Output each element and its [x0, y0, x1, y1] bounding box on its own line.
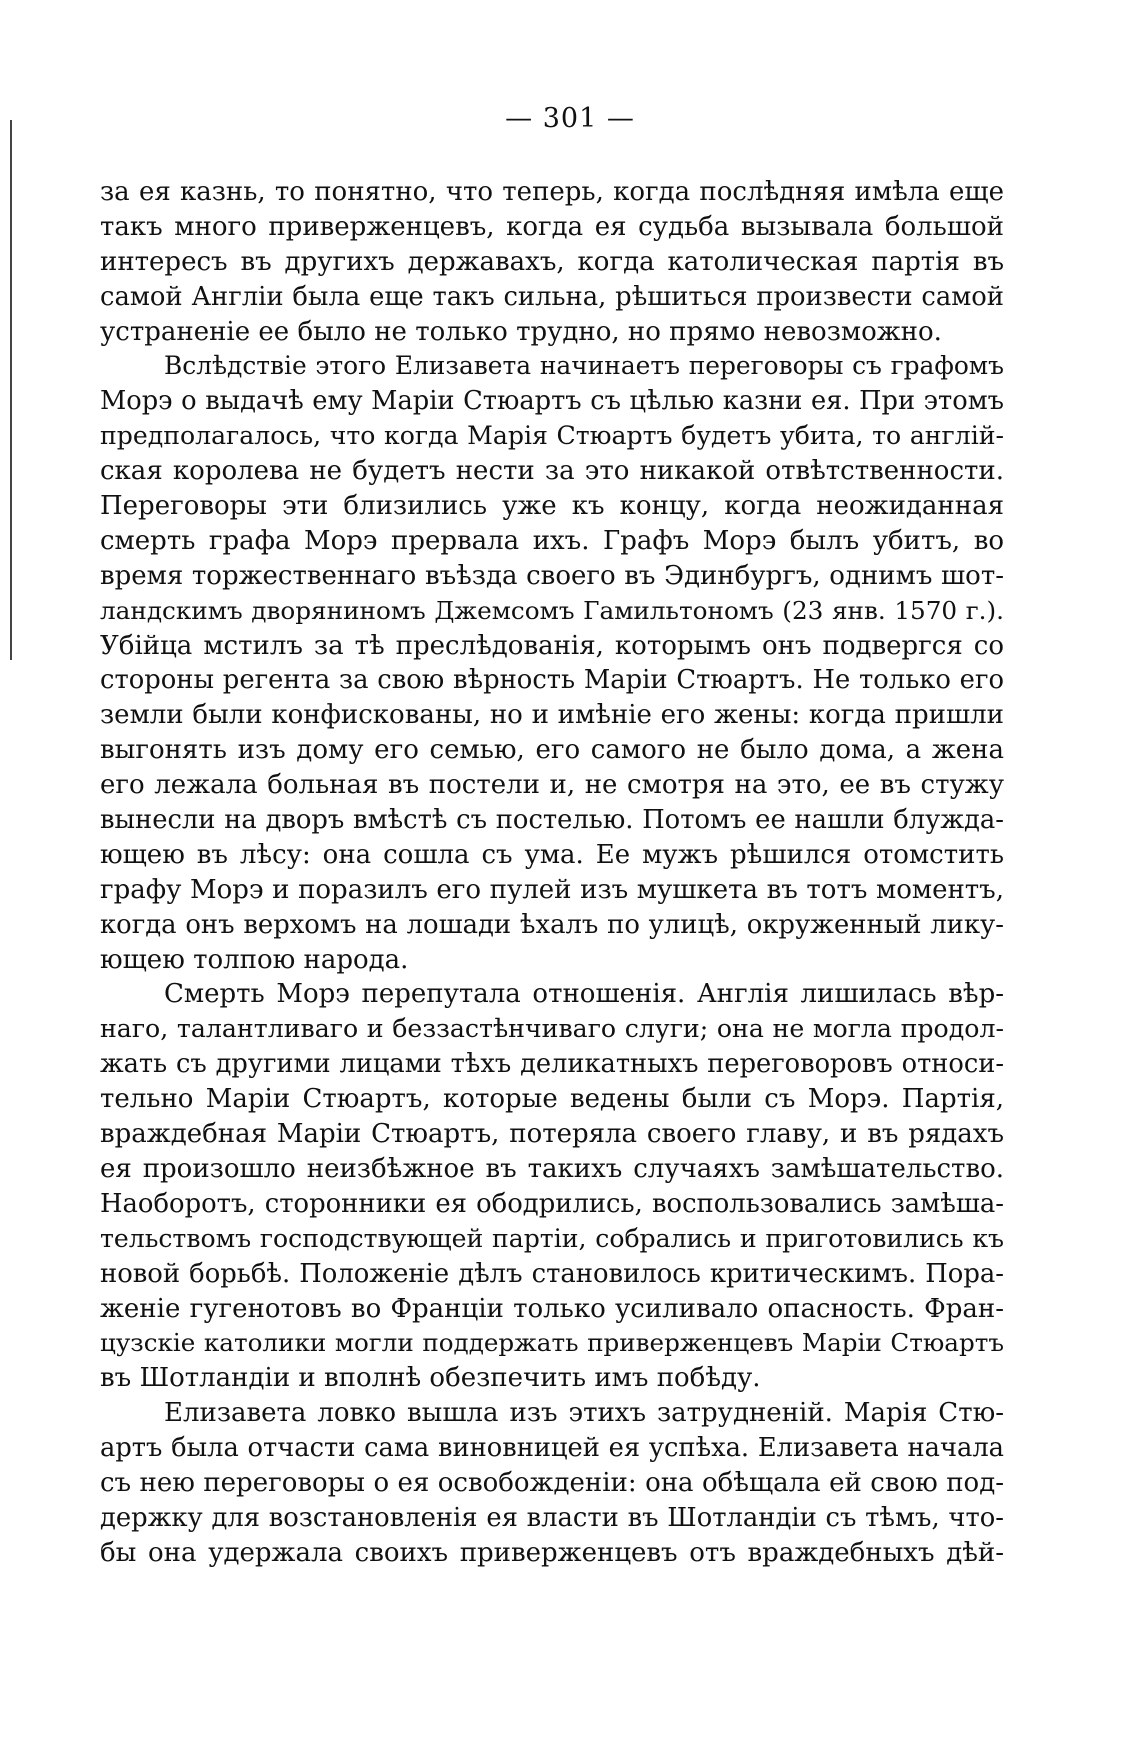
text-line: Елизавета ловко вышла изъ этихъ затрудненій. Марія Стю-: [164, 1398, 1004, 1429]
text-line: бы она удержала своихъ приверженцевъ отъ враждебныхъ дѣй-: [100, 1537, 1004, 1568]
text-line: графу Морэ и поразилъ его пулей изъ мушкета въ тотъ моментъ,: [100, 874, 1004, 905]
text-line: ющею толпою народа.: [100, 944, 409, 975]
text-line: стороны регента за свою вѣрность Маріи Стюартъ. Не только его: [100, 665, 1004, 696]
text-line: тельствомъ господствующей партіи, собрались и приготовились къ: [100, 1223, 1004, 1253]
text-line: цузскіе католики могли поддержать приверженцевъ Маріи Стюартъ: [100, 1328, 1004, 1358]
text-line: враждебная Маріи Стюартъ, потеряла своего главу, и въ рядахъ: [100, 1119, 1004, 1150]
text-line: Морэ о выдачѣ ему Маріи Стюартъ съ цѣлью казни ея. При этомъ: [100, 386, 1004, 417]
text-line: Убійца мстилъ за тѣ преслѣдованія, которымъ онъ подвергся со: [100, 630, 1004, 661]
body-text: [100, 175, 1004, 1571]
text-line: устраненіе ее было не только трудно, но прямо невозможно.: [100, 316, 942, 347]
text-line: за ея казнь, то понятно, что теперь, когда послѣдняя имѣла еще: [100, 177, 1004, 207]
text-line: наго, талантливаго и беззастѣнчиваго слуги; она не могла продол-: [100, 1014, 1004, 1044]
text-line: предполагалось, что когда Марія Стюартъ будетъ убита, то англій-: [100, 421, 1004, 451]
text-line: ская королева не будетъ нести за это никакой отвѣтственности.: [100, 456, 1004, 487]
text-line: жать съ другими лицами тѣхъ деликатныхъ переговоровъ относи-: [100, 1049, 1004, 1080]
text-line: смерть графа Морэ прервала ихъ. Графъ Морэ былъ убитъ, во: [100, 525, 1004, 556]
text-line: интересъ въ другихъ державахъ, когда католическая партія въ: [100, 246, 1004, 277]
margin-line: [10, 120, 12, 660]
text-line: Вслѣдствіе этого Елизавета начинаетъ переговоры съ графомъ: [164, 351, 1004, 381]
text-line: выгонять изъ дому его семью, его самого не было дома, а жена: [100, 735, 1004, 766]
text-line: его лежала больная въ постели и, не смотря на это, ее въ стужу: [100, 770, 1004, 801]
page-number: — 301 —: [505, 103, 635, 134]
text-line: держку для возстановленія ея власти въ Шотландіи съ тѣмъ, что-: [100, 1502, 1004, 1533]
text-line: вынесли на дворъ вмѣстѣ съ постелью. Потомъ ее нашли блужда-: [100, 805, 1004, 836]
text-line: въ Шотландіи и вполнѣ обезпечить имъ побѣду.: [100, 1363, 761, 1394]
text-line: земли были конфискованы, но и имѣніе его жены: когда пришли: [100, 700, 1004, 731]
text-line: ея произошло неизбѣжное въ такихъ случаяхъ замѣшательство.: [100, 1153, 1004, 1184]
text-line: время торжественнаго въѣзда своего въ Эдинбургъ, однимъ шот-: [100, 560, 1004, 591]
text-line: ющею въ лѣсу: она сошла съ ума. Ее мужъ рѣшился отомстить: [100, 839, 1004, 870]
text-line: съ нею переговоры о ея освобожденіи: она обѣщала ей свою под-: [100, 1467, 1004, 1498]
text-line: женіе гугенотовъ во Франціи только усиливало опасность. Фран-: [100, 1293, 1004, 1324]
text-line: новой борьбѣ. Положеніе дѣлъ становилось критическимъ. Пора-: [100, 1258, 1004, 1289]
text-line: Переговоры эти близились уже къ концу, когда неожиданная: [100, 491, 1004, 522]
text-line: артъ была отчасти сама виновницей ея успѣха. Елизавета начала: [100, 1433, 1004, 1464]
text-line: такъ много приверженцевъ, когда ея судьба вызывала большой: [100, 211, 1004, 242]
text-line: когда онъ верхомъ на лошади ѣхалъ по улицѣ, окруженный лику-: [100, 909, 1004, 940]
text-line: самой Англіи была еще такъ сильна, рѣшиться произвести самой: [100, 281, 1004, 312]
text-line: Наоборотъ, сторонники ея ободрились, воспользовались замѣша-: [100, 1188, 1004, 1219]
text-line: ландскимъ дворяниномъ Джемсомъ Гамильтономъ (23 янв. 1570 г.).: [100, 595, 1004, 625]
text-line: Смерть Морэ перепутала отношенія. Англія лишилась вѣр-: [164, 979, 1004, 1010]
text-line: тельно Маріи Стюартъ, которые ведены были съ Морэ. Партія,: [100, 1084, 1004, 1115]
